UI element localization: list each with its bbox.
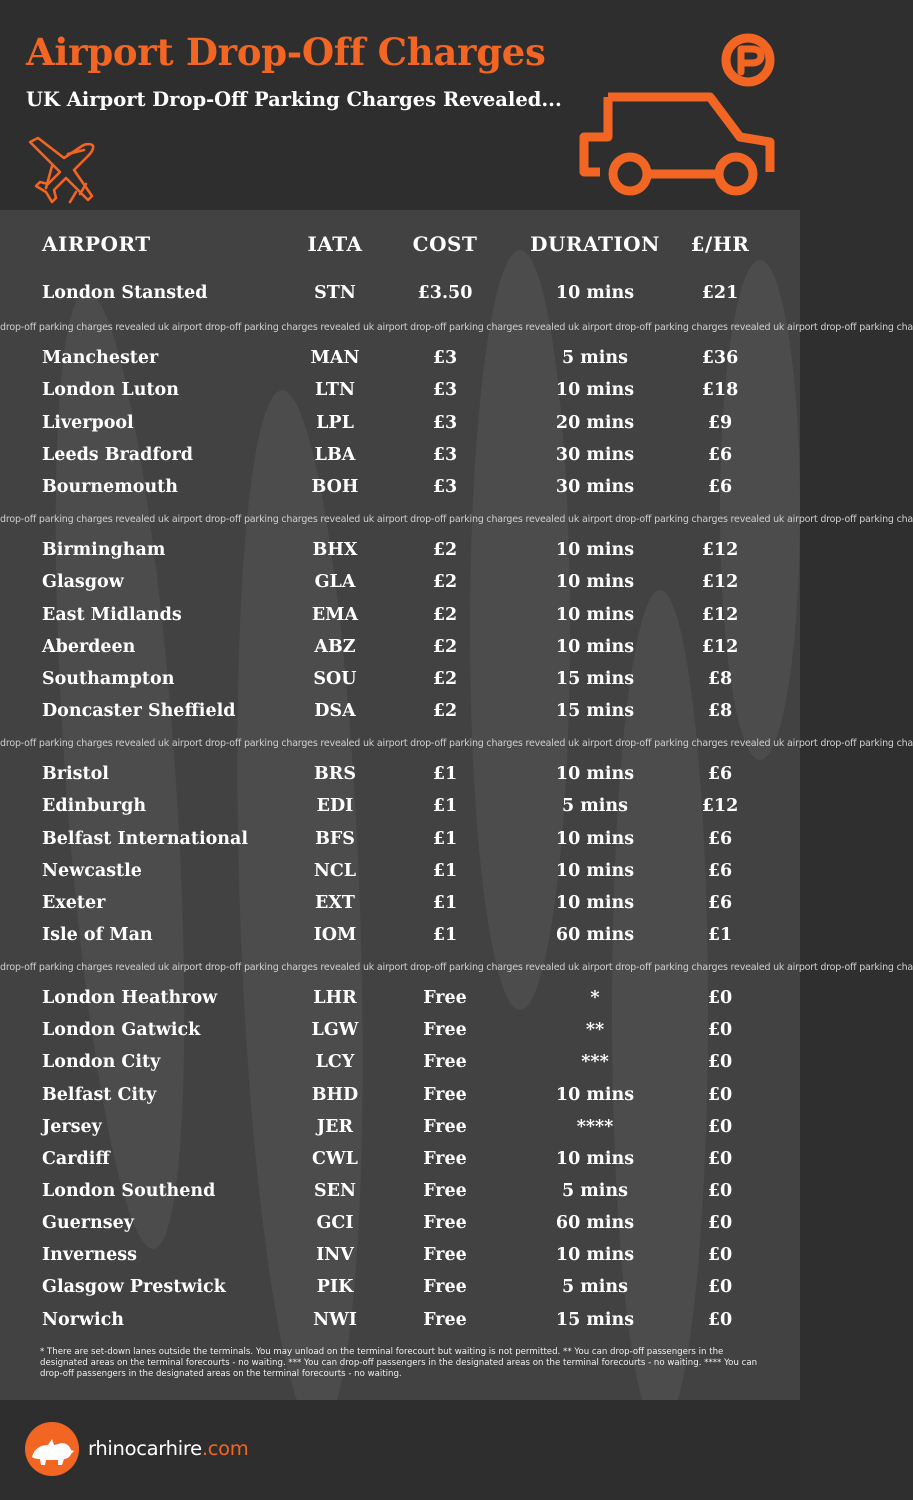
table-row [0, 278, 800, 310]
hourly-rate: £1 [707, 925, 733, 945]
hourly-rate: £6 [707, 861, 733, 881]
airport-name: Norwich [42, 1310, 124, 1330]
airport-name: Inverness [42, 1245, 137, 1265]
table-row [0, 888, 800, 920]
cost-value: Free [423, 1277, 467, 1297]
cost-value: £3 [432, 413, 458, 433]
duration-value: 60 mins [555, 1213, 635, 1233]
table-row [0, 440, 800, 472]
cost-value: £2 [432, 540, 458, 560]
airport-name: Guernsey [42, 1213, 134, 1233]
table-row [0, 920, 800, 952]
duration-value: 10 mins [555, 1149, 635, 1169]
hourly-rate: £12 [701, 605, 739, 625]
airport-name: Leeds Bradford [42, 445, 193, 465]
iata-code: GCI [316, 1213, 354, 1233]
cost-value: £3 [432, 348, 458, 368]
cost-value: Free [423, 1085, 467, 1105]
hourly-rate: £6 [707, 829, 733, 849]
airport-name: Glasgow [42, 572, 124, 592]
page-subtitle: UK Airport Drop-Off Parking Charges Revealed... [26, 88, 562, 111]
airport-name: Edinburgh [42, 796, 147, 816]
iata-code: BHD [311, 1085, 359, 1105]
airport-name: Aberdeen [42, 637, 136, 657]
duration-value: 15 mins [555, 701, 635, 721]
table-row [0, 408, 800, 440]
airport-name: East Midlands [42, 605, 182, 625]
hourly-rate: £12 [701, 637, 739, 657]
duration-value: 15 mins [555, 669, 635, 689]
duration-value: 60 mins [555, 925, 635, 945]
column-header-duration: DURATION [530, 232, 660, 256]
page-title: Airport Drop-Off Charges [26, 30, 546, 74]
table-row [0, 1305, 800, 1337]
table-row [0, 472, 800, 504]
cost-value: £2 [432, 605, 458, 625]
duration-value: ** [585, 1020, 605, 1040]
airport-name: Cardiff [42, 1149, 110, 1169]
cost-value: £2 [432, 637, 458, 657]
column-header-rate: £/HR [690, 232, 750, 256]
iata-code: NCL [313, 861, 357, 881]
cost-value: Free [423, 1052, 467, 1072]
cost-value: £2 [432, 669, 458, 689]
table-row [0, 983, 800, 1015]
duration-value: 10 mins [555, 380, 635, 400]
cost-value: £1 [432, 829, 458, 849]
cost-value: Free [423, 1245, 467, 1265]
airport-name: London Stansted [42, 283, 208, 303]
hourly-rate: £0 [707, 1020, 733, 1040]
hourly-rate: £0 [707, 1052, 733, 1072]
hourly-rate: £0 [707, 1245, 733, 1265]
table-row [0, 600, 800, 632]
cost-value: £1 [432, 796, 458, 816]
hourly-rate: £12 [701, 796, 739, 816]
airport-name: Jersey [42, 1117, 102, 1137]
iata-code: ABZ [314, 637, 356, 657]
hourly-rate: £8 [707, 669, 733, 689]
table-row [0, 791, 800, 823]
divider-text: drop-off parking charges revealed uk airport drop-off parking charges revealed uk airport drop-off parking charges revealed uk airport drop-off parking charges revealed uk airport drop-off parking cha [0, 962, 913, 973]
hourly-rate: £9 [707, 413, 733, 433]
airport-name: London Luton [42, 380, 179, 400]
duration-value: *** [581, 1052, 609, 1072]
brand-tld: .com [201, 1437, 249, 1460]
parking-sign-icon [741, 49, 761, 72]
divider-text: drop-off parking charges revealed uk airport drop-off parking charges revealed uk airport drop-off parking charges revealed uk airport drop-off parking charges revealed uk airport drop-off parking cha [0, 514, 913, 525]
table-row [0, 1015, 800, 1047]
iata-code: LGW [311, 1020, 359, 1040]
plane-icon [24, 132, 100, 208]
duration-value: 20 mins [555, 413, 635, 433]
iata-code: DSA [314, 701, 356, 721]
iata-code: BFS [315, 829, 355, 849]
iata-code: SOU [313, 669, 357, 689]
duration-value: 10 mins [555, 861, 635, 881]
duration-value: 30 mins [555, 477, 635, 497]
cost-value: £1 [432, 764, 458, 784]
brand-name: rhinocarhire [88, 1437, 202, 1460]
iata-code: LCY [315, 1052, 355, 1072]
divider-text: drop-off parking charges revealed uk airport drop-off parking charges revealed uk airport drop-off parking charges revealed uk airport drop-off parking charges revealed uk airport drop-off parking cha [0, 738, 913, 749]
iata-code: CWL [312, 1149, 358, 1169]
table-row [0, 1208, 800, 1240]
airport-name: Glasgow Prestwick [42, 1277, 226, 1297]
hourly-rate: £18 [701, 380, 739, 400]
table-row [0, 375, 800, 407]
iata-code: GLA [314, 572, 356, 592]
duration-value: 10 mins [555, 572, 635, 592]
cost-value: £2 [432, 701, 458, 721]
airport-name: Isle of Man [42, 925, 153, 945]
table-row [0, 1080, 800, 1112]
table-row [0, 567, 800, 599]
duration-value: 30 mins [555, 445, 635, 465]
hourly-rate: £12 [701, 540, 739, 560]
hourly-rate: £0 [707, 1277, 733, 1297]
airport-name: Southampton [42, 669, 175, 689]
hourly-rate: £6 [707, 764, 733, 784]
hourly-rate: £0 [707, 1117, 733, 1137]
cost-value: Free [423, 1149, 467, 1169]
cost-value: £1 [432, 861, 458, 881]
iata-code: BHX [312, 540, 358, 560]
column-header-cost: COST [412, 232, 478, 256]
iata-code: IOM [313, 925, 357, 945]
duration-value: 10 mins [555, 829, 635, 849]
iata-code: NWI [313, 1310, 357, 1330]
table-row [0, 1272, 800, 1304]
table-row [0, 343, 800, 375]
car-icon [580, 22, 780, 197]
table-row [0, 696, 800, 728]
divider-text: drop-off parking charges revealed uk airport drop-off parking charges revealed uk airport drop-off parking charges revealed uk airport drop-off parking charges revealed uk airport drop-off parking cha [0, 322, 913, 333]
iata-code: EMA [311, 605, 359, 625]
airport-name: Liverpool [42, 413, 134, 433]
airport-name: Exeter [42, 893, 106, 913]
duration-value: 10 mins [555, 764, 635, 784]
iata-code: STN [314, 283, 356, 303]
duration-value: 10 mins [555, 893, 635, 913]
table-row [0, 759, 800, 791]
airport-name: Birmingham [42, 540, 166, 560]
hourly-rate: £0 [707, 1181, 733, 1201]
airport-name: London Southend [42, 1181, 216, 1201]
iata-code: LTN [315, 380, 355, 400]
table-row [0, 1240, 800, 1272]
airport-name: Bristol [42, 764, 109, 784]
cost-value: £3 [432, 380, 458, 400]
iata-code: INV [316, 1245, 354, 1265]
airport-name: Doncaster Sheffield [42, 701, 236, 721]
duration-value: 5 mins [561, 1181, 628, 1201]
airport-name: London Heathrow [42, 988, 218, 1008]
iata-code: JER [316, 1117, 354, 1137]
duration-value: 10 mins [555, 637, 635, 657]
hourly-rate: £6 [707, 445, 733, 465]
iata-code: LHR [313, 988, 357, 1008]
duration-value: 10 mins [555, 1245, 635, 1265]
table-row [0, 824, 800, 856]
footnote: * There are set-down lanes outside the terminals. You may unload on the terminal forecourt but waiting is not permitted. ** You can drop-off passengers in the designated areas on the terminal forecourts - no waiting. *** You can drop-off passengers in the designated areas on the terminal forecourts - no waiting. **** You can drop-off passengers in the designated areas on the terminal forecourts - no waiting. [40, 1347, 758, 1379]
duration-value: 15 mins [555, 1310, 635, 1330]
hourly-rate: £21 [701, 283, 739, 303]
table-row [0, 1047, 800, 1079]
cost-value: Free [423, 1213, 467, 1233]
cost-value: £2 [432, 572, 458, 592]
duration-value: 10 mins [555, 540, 635, 560]
column-header-iata: IATA [307, 232, 363, 256]
cost-value: £1 [432, 893, 458, 913]
cost-value: Free [423, 1310, 467, 1330]
duration-value: 10 mins [555, 1085, 635, 1105]
table-row [0, 632, 800, 664]
hourly-rate: £6 [707, 477, 733, 497]
iata-code: PIK [316, 1277, 354, 1297]
table-row [0, 1112, 800, 1144]
airport-name: Belfast International [42, 829, 248, 849]
airport-name: Belfast City [42, 1085, 157, 1105]
duration-value: 10 mins [555, 605, 635, 625]
iata-code: EDI [316, 796, 354, 816]
hourly-rate: £0 [707, 988, 733, 1008]
iata-code: BOH [311, 477, 359, 497]
airport-name: London City [42, 1052, 161, 1072]
hourly-rate: £0 [707, 1085, 733, 1105]
rhino-logo-icon[interactable] [24, 1421, 80, 1477]
duration-value: 5 mins [561, 348, 628, 368]
column-header-airport: AIRPORT [42, 232, 151, 256]
iata-code: SEN [314, 1181, 356, 1201]
hourly-rate: £36 [701, 348, 739, 368]
duration-value: 5 mins [561, 1277, 628, 1297]
iata-code: MAN [310, 348, 360, 368]
hourly-rate: £6 [707, 893, 733, 913]
cost-value: £3.50 [417, 283, 473, 303]
table-row [0, 664, 800, 696]
hourly-rate: £0 [707, 1149, 733, 1169]
cost-value: Free [423, 1020, 467, 1040]
cost-value: £3 [432, 445, 458, 465]
cost-value: Free [423, 1181, 467, 1201]
iata-code: BRS [314, 764, 356, 784]
table-row [0, 1144, 800, 1176]
cost-value: Free [423, 1117, 467, 1137]
airport-name: Newcastle [42, 861, 142, 881]
table-row [0, 856, 800, 888]
duration-value: * [590, 988, 600, 1008]
airport-name: London Gatwick [42, 1020, 201, 1040]
cost-value: £1 [432, 925, 458, 945]
iata-code: LBA [314, 445, 356, 465]
duration-value: **** [576, 1117, 614, 1137]
brand-link[interactable] [88, 1437, 249, 1460]
table-row [0, 1176, 800, 1208]
airport-name: Bournemouth [42, 477, 178, 497]
hourly-rate: £8 [707, 701, 733, 721]
duration-value: 5 mins [561, 796, 628, 816]
cost-value: £3 [432, 477, 458, 497]
hourly-rate: £12 [701, 572, 739, 592]
hourly-rate: £0 [707, 1310, 733, 1330]
iata-code: EXT [315, 893, 355, 913]
iata-code: LPL [316, 413, 354, 433]
hourly-rate: £0 [707, 1213, 733, 1233]
table-row [0, 535, 800, 567]
cost-value: Free [423, 988, 467, 1008]
airport-name: Manchester [42, 348, 159, 368]
duration-value: 10 mins [555, 283, 635, 303]
